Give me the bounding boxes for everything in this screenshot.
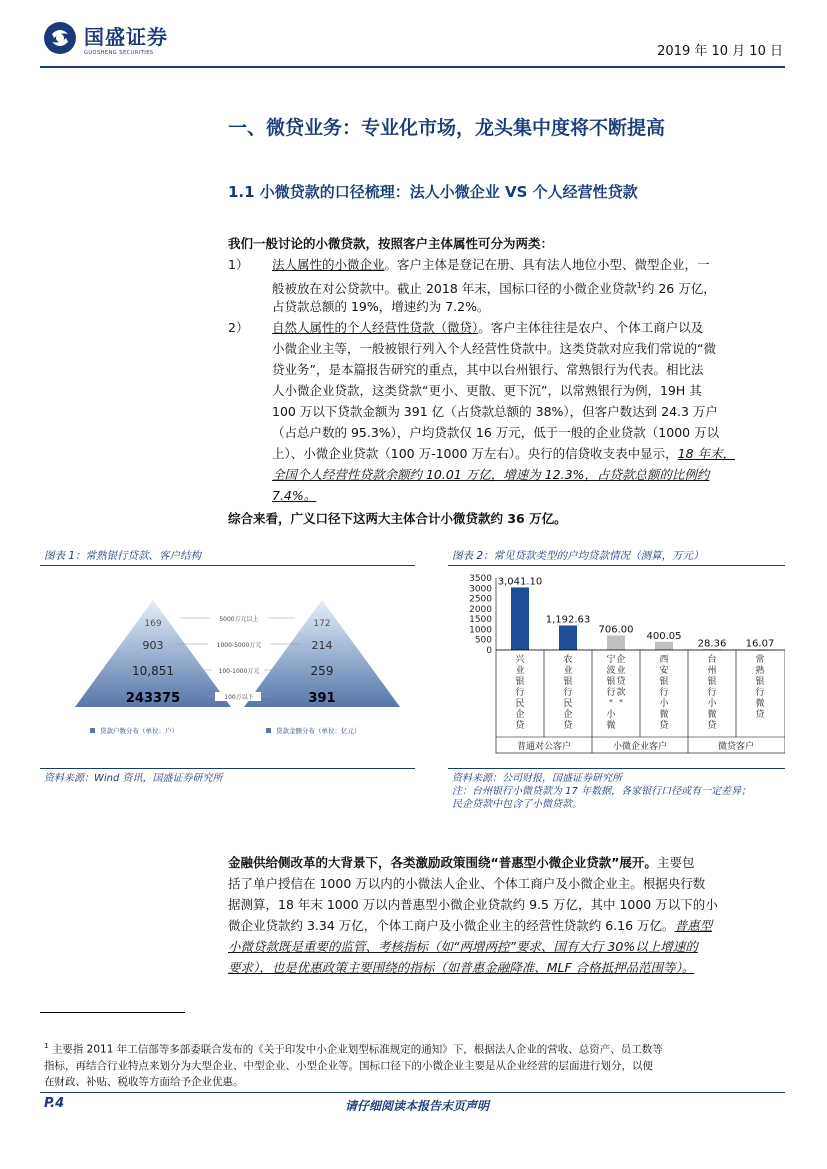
logo: [42, 20, 168, 56]
para3-line1: 金融供给侧改革的大背景下，各类激励政策围绕“普惠型小微企业贷款”展开。主要包: [228, 855, 695, 870]
legend-swatch: [266, 728, 271, 733]
right-value: 172: [313, 619, 331, 629]
item2-line1: 自然人属性的个人经营性贷款（微贷）。客户主体往往是农户、个体工商户以及: [272, 320, 704, 335]
x-category-label: 农业银行民企贷: [563, 655, 573, 731]
para3-line5: 小微贷款既是重要的监管、考核指标（如“两增两控”要求、国有大行 30%以上增速的: [228, 939, 698, 954]
company-subname: GUOSHENG SECURITIES: [84, 49, 154, 56]
footnote-line: $^1$ 主要指 2011 年工信部等多部委联合发布的《关于印发中小企业划型标准规定的通知》下，根据法人企业的营收、总资产、员工数等: [44, 1042, 663, 1056]
bar: [559, 625, 577, 650]
fig2-caption: 图表 2：常见贷款类型的户均贷款情况（测算，万元）: [452, 550, 704, 562]
group-label: 小微企业客户: [612, 742, 668, 752]
fig2-top-line: [448, 565, 785, 566]
item2-line8: 全国个人经营性贷款余额约 10.01 万亿，增速为 12.3%，占贷款总额的比例约: [272, 467, 710, 482]
bar-value-label: 1,192.63: [545, 614, 591, 626]
x-category-label: 常熟银行微贷: [755, 655, 765, 720]
y-tick-label: 1000: [469, 625, 492, 636]
bar-value-label: 706.00: [598, 624, 634, 636]
fig2-bottom-line: [448, 768, 785, 769]
fig1-top-line: [40, 565, 415, 566]
left-value: 903: [142, 639, 164, 652]
bar-value-label: 16.07: [745, 638, 775, 650]
y-tick-label: 1500: [469, 615, 492, 626]
fig1-bottom-line: [40, 768, 415, 769]
para3-line2: 括了单户授信在 1000 万以内的小微法人企业、个体工商户及小微企业主。根据央行数: [228, 876, 706, 891]
subsection-heading: 1.1 小微贷款的口径梳理：法人小微企业 VS 个人经营性贷款: [228, 183, 638, 201]
item1-number: 1）: [228, 257, 249, 272]
summary-text: 综合来看，广义口径下这两大主体合计小微贷款约 36 万亿。: [228, 511, 567, 526]
logo-icon: [42, 20, 78, 56]
footer-disclaimer[interactable]: 请仔细阅读本报告末页声明: [345, 1099, 490, 1113]
right-value: 391: [308, 691, 336, 706]
fig1-source: 资料来源：Wind 资讯，国盛证券研究所: [44, 773, 223, 784]
footnote-line: 在财政、补贴、税收等方面给予企业优惠。: [44, 1075, 244, 1088]
footnote-ref[interactable]: 1: [636, 281, 642, 290]
group-label: 普通对公客户: [516, 742, 572, 752]
item2-line2: 小微企业主等，一般被银行列入个人经营性贷款中。这类贷款对应我们常说的“微: [272, 341, 716, 356]
y-tick-label: 3500: [469, 574, 492, 584]
item1-line1: 法人属性的小微企业。客户主体是登记在册、具有法人地位小型、微型企业，一: [272, 257, 710, 272]
tier-label: 1000-5000万元: [216, 642, 262, 649]
bar: [655, 642, 673, 650]
company-name: 国盛证券: [84, 24, 168, 49]
y-tick-label: 2000: [469, 604, 492, 615]
right-value: 214: [311, 639, 333, 652]
bar-value-label: 28.36: [697, 638, 727, 650]
item2-title: 自然人属性的个人经营性贷款（微贷）: [272, 320, 479, 335]
para3-line3: 据测算，18 年末 1000 万以内普惠型小微企业贷款约 9.5 万亿，其中 1000 万以下的小: [228, 897, 718, 912]
tier-label: 100万以下: [224, 694, 254, 701]
left-value: 10,851: [132, 664, 174, 678]
x-category-label: 台州银行小微贷: [707, 655, 717, 731]
y-tick-label: 2500: [469, 594, 492, 605]
y-tick-label: 500: [474, 635, 492, 646]
tier-label: 100-1000万元: [218, 668, 260, 675]
bar: [511, 587, 529, 650]
bar-value-label: 400.05: [646, 630, 682, 642]
left-value: 243375: [125, 691, 181, 706]
item2-line5: 100 万以下贷款金额为 391 亿（占贷款总额的 38%），但客户数达到 24.3 万户: [272, 404, 718, 419]
item2-line3: 贷业务”，是本篇报告研究的重点，其中以台州银行、常熟银行为代表。相比法: [272, 362, 704, 377]
footnote-divider: [40, 1012, 185, 1013]
x-category-label: 兴业银行民企贷: [515, 655, 525, 731]
left-value: 169: [144, 619, 162, 629]
fig1-caption: 图表 1：常熟银行贷款、客户结构: [44, 550, 202, 562]
header-divider: [40, 66, 785, 68]
fig2-source: 资料来源：公司财报，国盛证券研究所 注：台州银行小微贷款为 17 年数据，各家银行口径或有一定差异； 民企贷款中包含了小微贷款。: [452, 773, 752, 810]
item2-line7: 上）、小微企业贷款（100 万-1000 万左右）。央行的信贷收支表中显示，18 年末，: [272, 446, 736, 461]
y-tick-label: 0: [486, 646, 492, 656]
intro-text: 我们一般讨论的小微贷款，按照客户主体属性可分为两类：: [228, 236, 554, 251]
item1-line3: 占贷款总额的 19%，增速约为 7.2%。: [272, 299, 490, 314]
tier-label: 5000万元以上: [219, 616, 259, 623]
item2-line6: （占总户数的 95.3%），户均贷款仅 16 万元，低于一般的企业贷款（1000 万以: [272, 425, 720, 440]
item2-number: 2）: [228, 320, 249, 335]
item2-line4: 人小微企业贷款，这类贷款“更小、更散、更下沉”，以常熟银行为例，19H 其: [272, 383, 702, 398]
footnote-line: 指标，再结合行业特点来划分为大型企业、中型企业、小型企业等。国标口径下的小微企业主要是从企业经营的层面进行划分，以便: [44, 1059, 653, 1072]
group-label: 微贷客户: [717, 742, 755, 752]
para3-line4: 微企业贷款约 3.34 万亿，个体工商户及小微企业主的经营性贷款约 6.16 万亿。普惠型: [228, 918, 713, 933]
x-category-label: 西安银行小微贷: [659, 655, 669, 731]
item1-title: 法人属性的小微企业: [272, 257, 385, 272]
legend-swatch: [90, 728, 95, 733]
y-tick-label: 3000: [469, 584, 492, 595]
right-value: 259: [310, 664, 334, 678]
legend-left: 贷款户数分布（单位：户）: [100, 727, 178, 735]
x-category-label: 宁波银行"小微企业贷款": [606, 655, 626, 731]
bar: [607, 635, 625, 650]
bar-value-label: 3,041.10: [497, 576, 543, 588]
legend-right: 贷款金额分布（单位：亿元）: [276, 727, 361, 735]
footer-divider: [40, 1092, 785, 1093]
fig1-pyramid-chart: [40, 570, 415, 765]
footnote: [44, 1038, 789, 1090]
fig2-bar-chart: [448, 570, 785, 768]
item1-line2: 般被放在对公贷款中。截止 2018 年末，国标口径的小微企业贷款$^1$约 26 万亿，: [272, 281, 716, 297]
page-number: P.4: [44, 1096, 65, 1111]
para3-line6: 要求），也是优惠政策主要围绕的指标（如普惠金融降准、MLF 合格抵押品范围等）。: [228, 960, 695, 975]
section-heading: 一、微贷业务：专业化市场，龙头集中度将不断提高: [228, 117, 666, 139]
report-date: 2019 年 10 月 10 日: [657, 44, 783, 59]
item2-line9: 7.4%。: [272, 488, 317, 503]
